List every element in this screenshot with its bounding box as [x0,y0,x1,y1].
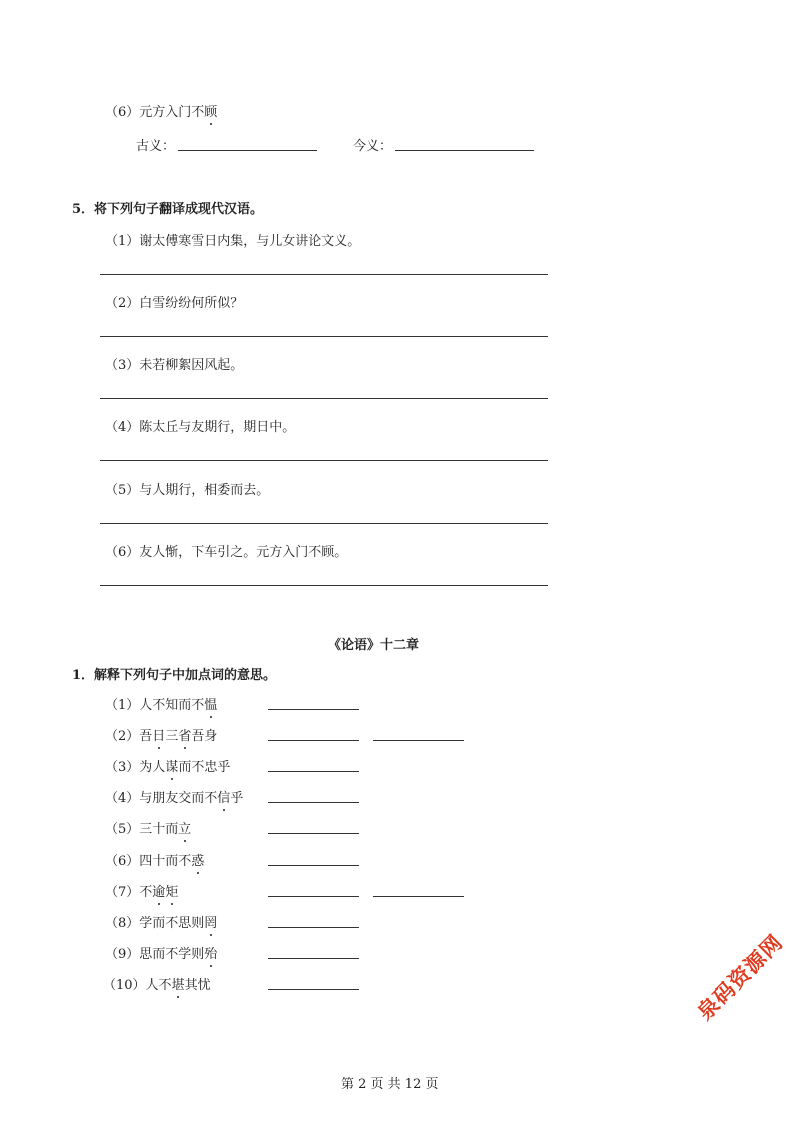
lunyu-item-text: 吾 [139,729,153,744]
section-title: 《论语》十二章 [328,638,420,653]
lunyu-item-10 [103,974,211,993]
q5-item-label: （4） [105,420,140,435]
lunyu-item-text: 其忧 [184,978,211,993]
q5-item-text: 未若柳絮因风起。 [139,358,244,373]
lunyu-item-text: 吾身 [191,729,218,744]
lunyu-item-text: 三 [165,729,179,744]
ancient-meaning-answer-line[interactable] [178,150,317,151]
dotted-char: 愠 [204,694,217,713]
lunyu-item-5 [105,818,191,837]
modern-meaning-answer-line[interactable] [395,150,534,151]
lunyu-item-text: 不 [139,885,153,900]
lunyu-item-text: 三十而 [139,822,179,837]
q5-item-label: （1） [105,234,140,249]
lunyu-item-6 [105,850,204,869]
lunyu-item-label: （10） [103,978,146,993]
q5-item-text: 谢太傅寒雪日内集，与儿女讲论文义。 [139,234,361,249]
lunyu-item-7 [105,881,178,900]
lunyu-item-text: 而不忠乎 [178,760,231,775]
lunyu-answer-line-10-1[interactable] [268,989,359,990]
prev-item-6-text: 元方入门不 [139,105,205,120]
dotted-char: 罔 [204,912,217,931]
q5-item-1 [105,230,360,249]
dotted-char: 堪 [172,974,185,993]
q5-title: 5．将下列句子翻译成现代汉语。 [72,202,264,217]
lunyu-item-label: （9） [105,947,140,962]
lunyu-item-label: （3） [105,760,140,775]
q5-item-3 [105,354,243,373]
q5-item-text: 陈太丘与友期行，期日中。 [139,420,296,435]
lunyu-item-label: （7） [105,885,140,900]
q5-item-label: （3） [105,358,140,373]
lunyu-answer-line-5-1[interactable] [268,833,359,834]
lunyu-answer-line-6-1[interactable] [268,865,359,866]
q5-item-5 [105,479,269,498]
lunyu-answer-line-1-1[interactable] [268,709,359,710]
dotted-char: 谋 [165,756,178,775]
lunyu-item-label: （1） [105,698,140,713]
dotted-char: 省 [178,725,191,744]
q5-item-text: 与人期行，相委而去。 [139,483,270,498]
lunyu-answer-line-7-2[interactable] [373,896,464,897]
lunyu-answer-line-3-1[interactable] [268,771,359,772]
lunyu-item-1 [105,694,217,713]
q5-item-6 [105,541,347,560]
modern-meaning-label: 今义： [353,139,393,154]
prev-item-6-label: （6） [105,105,140,120]
lunyu-item-text: 学而不思则 [139,916,205,931]
lunyu-item-label: （2） [105,729,140,744]
lunyu-item-text: 四十而不 [139,854,192,869]
q5-answer-line-4[interactable] [100,460,548,461]
q5-item-label: （5） [105,483,140,498]
dotted-char: 日 [152,725,165,744]
lunyu-item-label: （8） [105,916,140,931]
dotted-char: 殆 [204,943,217,962]
lunyu-item-text: 人不 [145,978,172,993]
q5-answer-line-5[interactable] [100,523,548,524]
prev-item-6 [105,101,217,120]
dotted-char: 惑 [191,850,204,869]
lunyu-item-text: 乎 [230,791,244,806]
q5-answer-line-3[interactable] [100,398,548,399]
dotted-char: 矩 [165,881,178,900]
lunyu-item-label: （4） [105,791,140,806]
prev-item-6-dotted-char: 顾 [204,101,217,120]
lunyu-item-9 [105,943,217,962]
q5-item-4 [105,416,295,435]
q5-answer-line-2[interactable] [100,336,548,337]
lunyu-answer-line-8-1[interactable] [268,927,359,928]
lunyu-item-8 [105,912,217,931]
lunyu-answer-line-2-1[interactable] [268,740,359,741]
dotted-char: 逾 [152,881,165,900]
page-number: 第 2 页 共 12 页 [341,1077,439,1092]
q5-item-label: （6） [105,545,140,560]
lunyu-item-text: 思而不学则 [139,947,205,962]
dotted-char: 立 [178,818,191,837]
lunyu-answer-line-2-2[interactable] [373,740,464,741]
lunyu-item-text: 与朋友交而不 [139,791,218,806]
lunyu-item-label: （5） [105,822,140,837]
lunyu-item-text: 为人 [139,760,166,775]
lunyu-item-2 [105,725,217,744]
lunyu-item-text: 人不知而不 [139,698,205,713]
lunyu-answer-line-4-1[interactable] [268,802,359,803]
q5-item-text: 友人惭，下车引之。元方入门不顾。 [139,545,348,560]
lunyu-answer-line-7-1[interactable] [268,896,359,897]
q5-item-2 [105,292,243,311]
q5-item-label: （2） [105,296,140,311]
lunyu-answer-line-9-1[interactable] [268,958,359,959]
q5-answer-line-6[interactable] [100,585,548,586]
q5-item-text: 白雪纷纷何所似？ [139,296,244,311]
lunyu-q1-title: 1．解释下列句子中加点词的意思。 [72,668,277,683]
dotted-char: 信 [217,787,230,806]
lunyu-item-label: （6） [105,854,140,869]
watermark-logo: 泉码资源网 [692,930,788,1025]
q5-answer-line-1[interactable] [100,274,548,275]
ancient-meaning-label: 古义： [136,139,176,154]
lunyu-item-4 [105,787,243,806]
lunyu-item-3 [105,756,230,775]
